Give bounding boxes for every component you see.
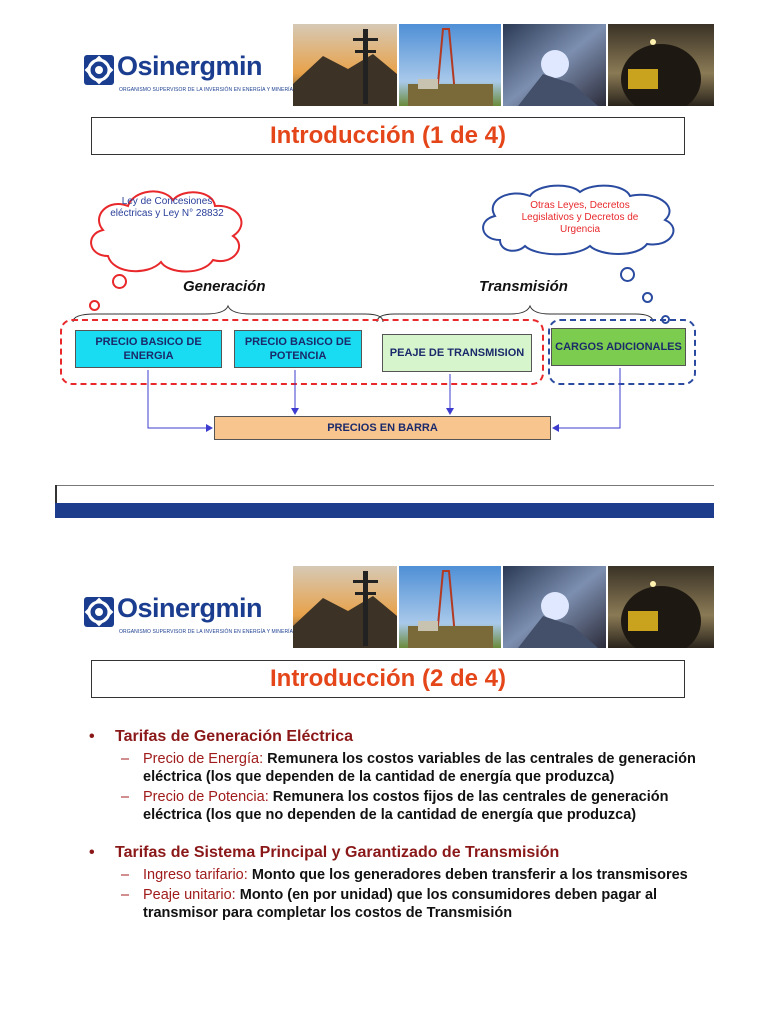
logo-wordmark: Osinergmin — [117, 51, 263, 81]
list-item — [85, 788, 705, 824]
osinergmin-logo-icon — [83, 596, 115, 628]
item-lead: Peaje unitario: — [143, 887, 236, 903]
footer-divider — [55, 485, 714, 486]
item-lead: Precio de Energía: — [143, 751, 264, 767]
photo-mine-tunnel — [608, 24, 714, 106]
osinergmin-logo-icon — [83, 54, 115, 86]
item-text: Remunera los costos variables de las centrales de generación eléctrica (los que dependen de la cantidad de energía que produzca) — [143, 751, 696, 785]
flow-arrows — [55, 364, 714, 434]
slide1-title: Introducción (1 de 4) — [269, 122, 506, 149]
label-transmision: Transmisión — [479, 278, 568, 295]
photo-mine-tunnel — [608, 566, 714, 648]
list-item — [85, 886, 705, 922]
list-item — [85, 866, 705, 884]
box-precios-en-barra: PRECIOS EN BARRA — [214, 416, 551, 440]
list-item — [85, 750, 705, 786]
item-lead: Precio de Potencia: — [143, 789, 269, 805]
box-precio-potencia: PRECIO BASICO DE POTENCIA — [234, 330, 362, 368]
section-heading-generacion: • Tarifas de Generación Eléctrica — [85, 728, 705, 746]
box-peaje-transmision: PEAJE DE TRANSMISION — [382, 334, 532, 372]
osinergmin-logo — [83, 593, 294, 638]
item-lead: Ingreso tarifario: — [143, 867, 248, 883]
footer-bar — [55, 503, 714, 518]
dash-marker: – — [121, 789, 130, 805]
cloud-right-text: Otras Leyes, Decretos Legislativos y Decretos de Urgencia — [521, 200, 639, 235]
footer-left-mark — [55, 485, 57, 503]
dash-marker: – — [121, 751, 130, 767]
header-photo-strip — [293, 24, 714, 106]
thought-bubble-blue-large — [620, 267, 635, 282]
label-generacion: Generación — [183, 278, 266, 295]
slide2-title: Introducción (2 de 4) — [269, 665, 506, 692]
section-heading-transmision: • Tarifas de Sistema Principal y Garantizado de Transmisión — [85, 844, 705, 862]
photo-power-lines — [293, 566, 397, 648]
cloud-left-text: Ley de Concesiones eléctricas y Ley N° 28832 — [110, 196, 224, 219]
item-text: Monto que los generadores deben transferir a los transmisores — [251, 867, 688, 883]
logo-tagline: ORGANISMO SUPERVISOR DE LA INVERSIÓN EN ENERGÍA Y MINERÍA — [119, 87, 294, 93]
photo-welding — [503, 566, 606, 648]
photo-drilling-rig — [399, 24, 501, 106]
header-photo-strip — [293, 566, 714, 648]
photo-power-lines — [293, 24, 397, 106]
item-text: Remunera los costos fijos de las centrales de generación eléctrica (los que no dependen de la cantidad de energía que produzca) — [143, 789, 669, 823]
item-text: Monto (en por unidad) que los consumidores deben pagar al transmisor para completar los costos de Transmisión — [143, 887, 658, 921]
osinergmin-logo — [83, 51, 294, 96]
photo-welding — [503, 24, 606, 106]
slide-1 — [55, 24, 714, 518]
thought-bubble-red-large — [112, 274, 127, 289]
logo-tagline: ORGANISMO SUPERVISOR DE LA INVERSIÓN EN ENERGÍA Y MINERÍA — [119, 629, 294, 635]
dash-marker: – — [121, 867, 130, 883]
slide-2 — [55, 566, 714, 1006]
box-cargos-adicionales: CARGOS ADICIONALES — [551, 328, 686, 366]
photo-drilling-rig — [399, 566, 501, 648]
logo-wordmark: Osinergmin — [117, 593, 263, 623]
slide1-title-box — [91, 117, 685, 155]
dash-marker: – — [121, 887, 130, 903]
slide2-title-box — [91, 660, 685, 698]
box-precio-energia: PRECIO BASICO DE ENERGIA — [75, 330, 222, 368]
bullet-list — [85, 728, 705, 924]
